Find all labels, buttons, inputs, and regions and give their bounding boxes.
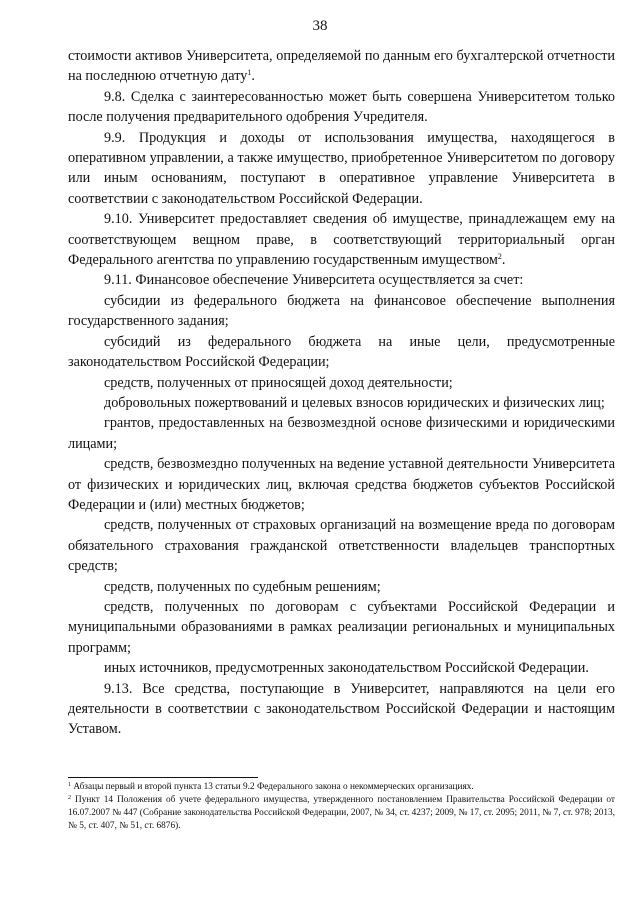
footnote-2: $^2$ Пункт 14 Положения об учете федерального имущества, утвержденного постановлением Правительства Российской Федерации от 16.07.2007 № 447 (Собрание законодательства Российской Федерации, 2007, № 34, ст. 4237; 2009, № 17, ст. 2095; 2011, № 7, ст. 978; 2013, № 5, ст. 407, № 51, ст. 6876). <box>68 795 615 831</box>
list-item: средств, полученных от приносящей доход деятельности; <box>104 374 453 391</box>
list-item: средств, полученных от страховых организаций на возмещение вреда по договорам обязательного страхования гражданской ответственности владельцев транспортных средств; <box>68 517 615 575</box>
list-item: средств, полученных по судебным решениям; <box>104 578 381 595</box>
list-item: средств, полученных по договорам с субъектами Российской Федерации и муниципальными образованиями в рамках реализации региональных и муниципальных программ; <box>68 598 615 656</box>
paragraph-9-11: 9.11. Финансовое обеспечение Университета осуществляется за счет: <box>104 272 524 289</box>
footnote-divider <box>68 777 258 778</box>
list-item: средств, безвозмездно полученных на ведение уставной деятельности Университета от физических и юридических лиц, включая средства бюджетов субъектов Российской Федерации и (или) местных бюджетов; <box>68 456 615 513</box>
paragraph-9-10: 9.10. Университет предоставляет сведения об имуществе, принадлежащем ему на соответствующем вещном праве, в соответствующий территориальный орган Федерального агентства по управлению государственным имуществом$^2$. <box>68 211 615 269</box>
paragraph-9-13: 9.13. Все средства, поступающие в Университет, направляются на цели его деятельности в соответствии с законодательством Российской Федерации и настоящим Уставом. <box>68 680 615 738</box>
list-item: грантов, предоставленных на безвозмездной основе физическими и юридическими лицами; <box>68 415 615 452</box>
footnote-ref: 2 <box>497 252 502 262</box>
paragraph-9-9: 9.9. Продукция и доходы от использования имущества, находящегося в оперативном управлении, а также имущество, приобретенное Университетом по договору или иным основаниям, поступают в оперативное управление Университета в соответствии с законодательством Российской Федерации. <box>68 129 615 207</box>
footnote-1: $^1$ Абзацы первый и второй пункта 13 статьи 9.2 Федерального закона о некоммерческих организациях. <box>68 782 474 792</box>
paragraph-continuation: стоимости активов Университета, определяемой по данным его бухгалтерской отчетности на последнюю отчетную дату$^1$. <box>68 48 615 85</box>
list-item: субсидии из федерального бюджета на финансовое обеспечение выполнения государственного задания; <box>68 292 615 330</box>
document-body <box>68 46 615 740</box>
page-number: 38 <box>312 18 328 34</box>
list-item: иных источников, предусмотренных законодательством Российской Федерации. <box>104 660 589 677</box>
footnote-ref: 1 <box>247 68 252 78</box>
list-item: субсидий из федерального бюджета на иные цели, предусмотренные законодательством Российской Федерации; <box>68 333 615 371</box>
paragraph-9-8: 9.8. Сделка с заинтересованностью может быть совершена Университетом только после получения предварительного одобрения Учредителя. <box>68 88 615 126</box>
footnotes <box>68 781 615 833</box>
list-item: добровольных пожертвований и целевых взносов юридических и физических лиц; <box>104 394 605 411</box>
